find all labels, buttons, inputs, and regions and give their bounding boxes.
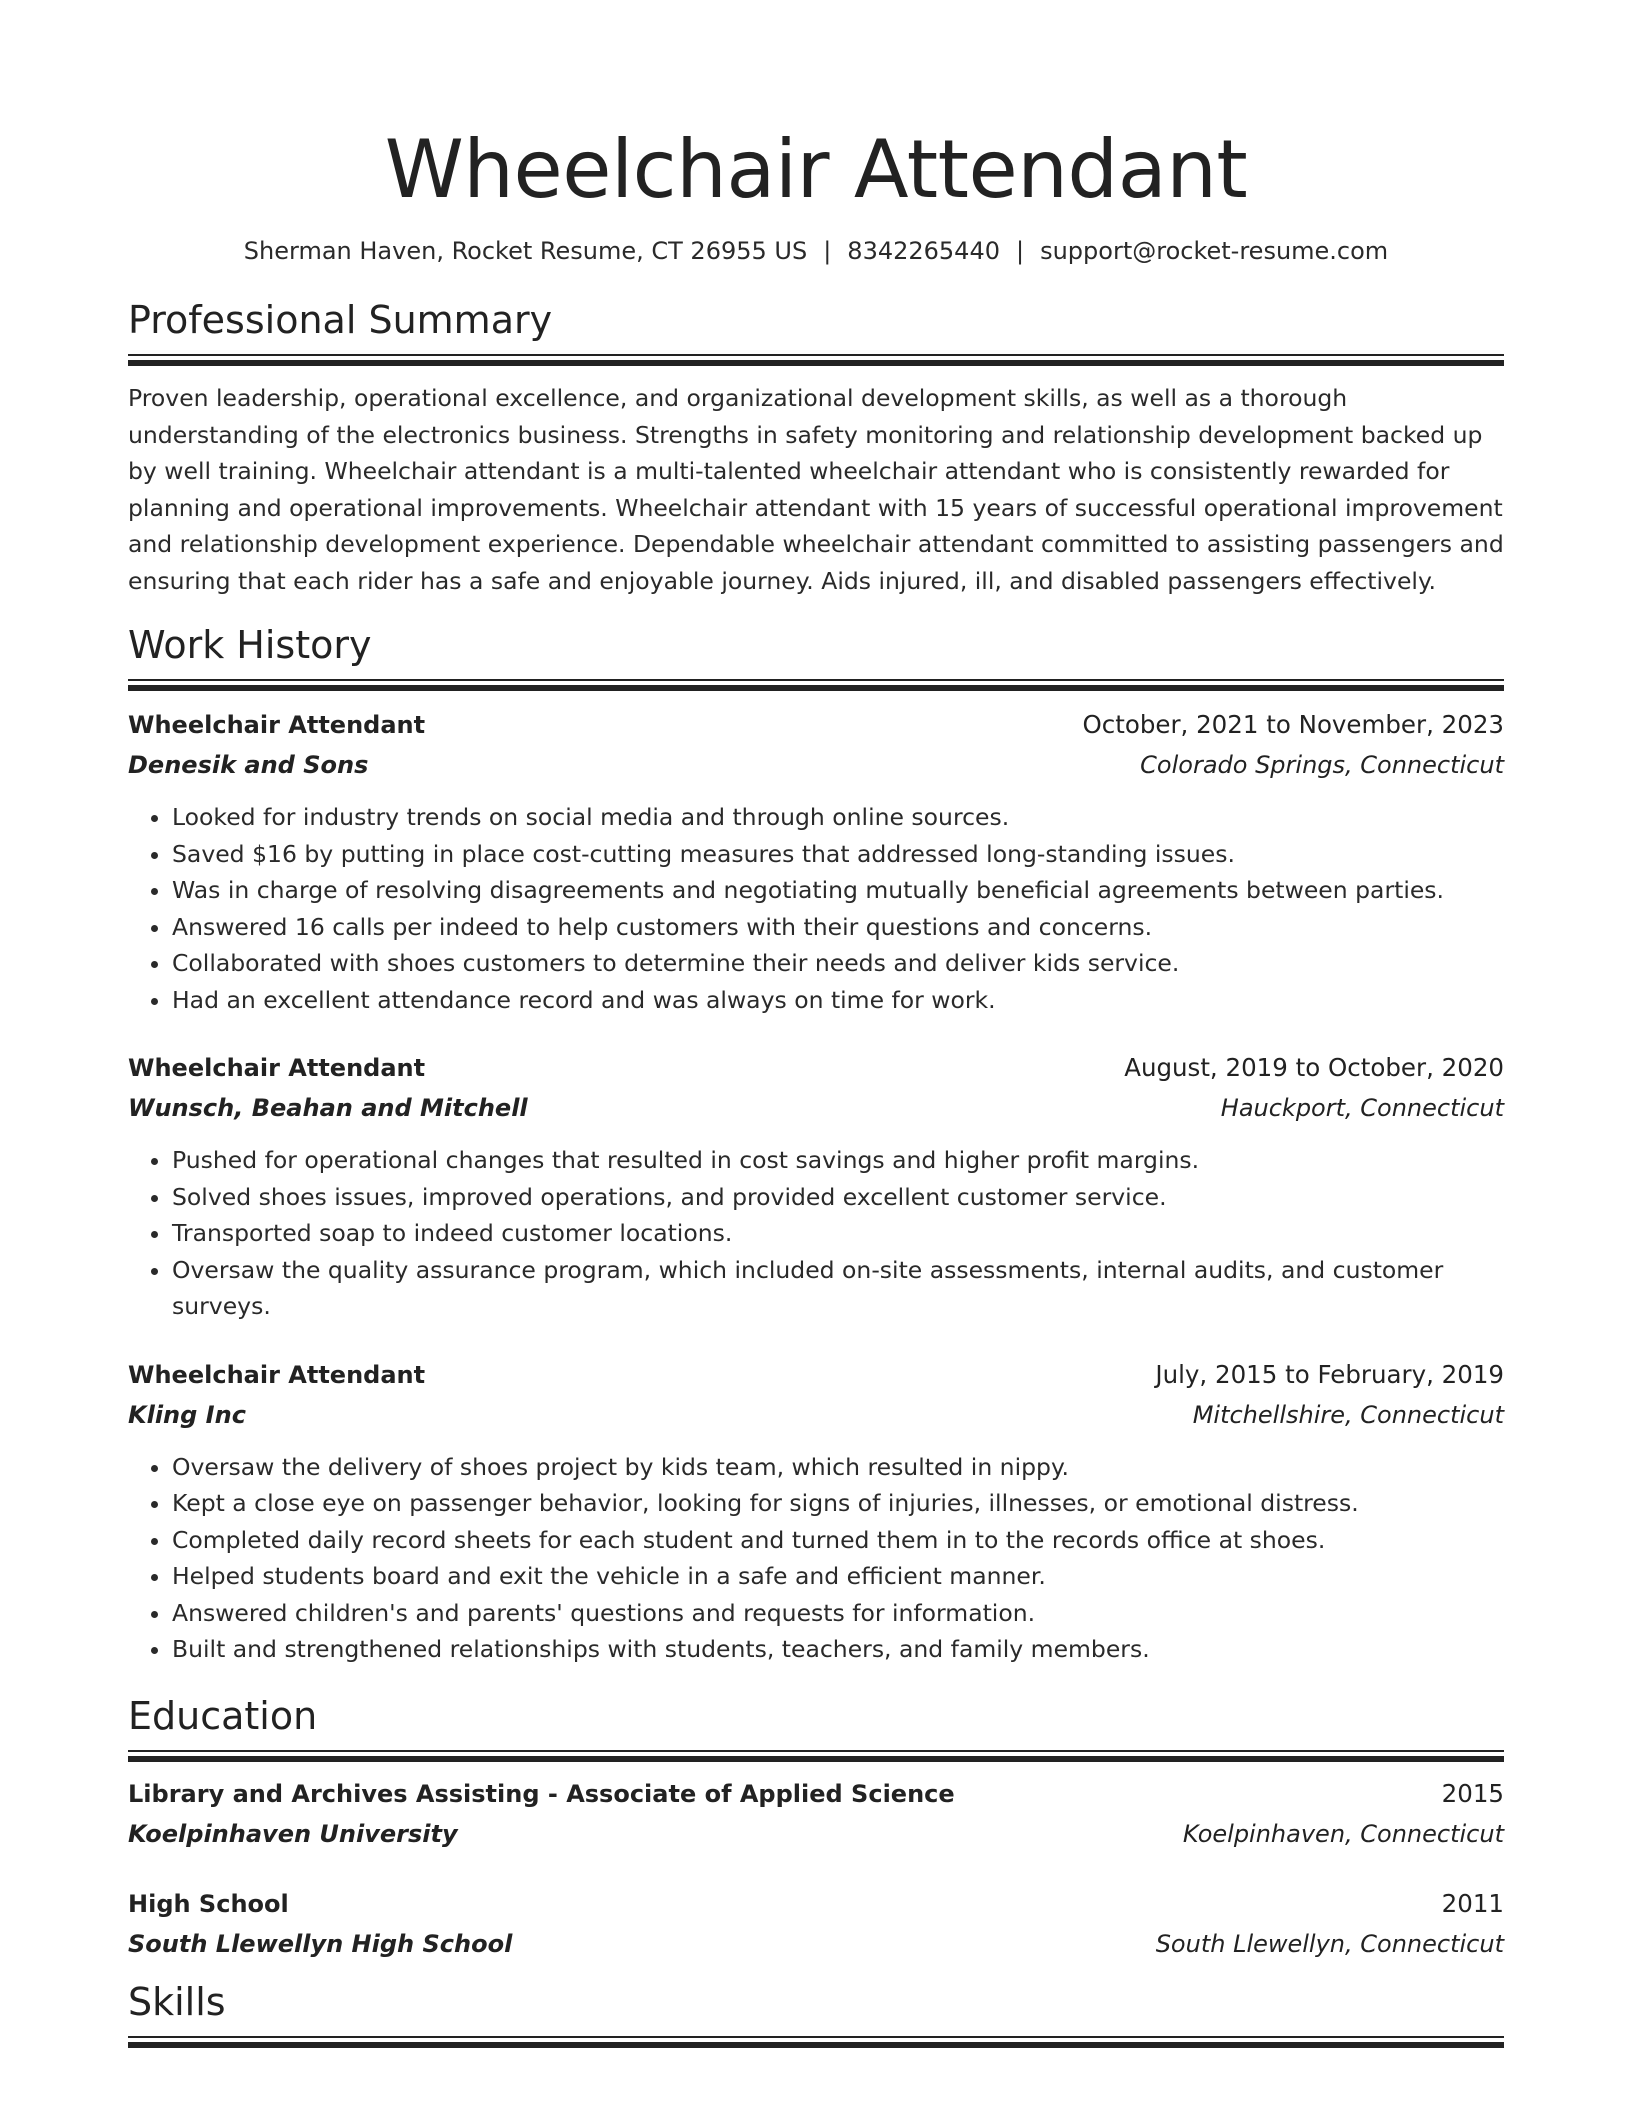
job-dates: July, 2015 to February, 2019 (1155, 1359, 1504, 1389)
list-item: • Answered 16 calls per indeed to help customers with their questions and concerns. (172, 909, 1504, 946)
job-bullets (128, 1449, 1504, 1668)
skills-section (128, 1978, 1504, 2048)
job-title: Wheelchair Attendant (128, 1360, 426, 1389)
education-location: Koelpinhaven, Connecticut (1182, 1819, 1504, 1848)
summary-text: Proven leadership, operational excellence, and organizational development skills, as well as a thorough understanding of the electronics business. Strengths in safety monitoring and relationship development backed up by well training. Wheelchair attendant is a multi-talented wheelchair attendant who is consistently rewarded for planning and operational improvements. Wheelchair attendant with 15 years of successful operational improvement and relationship development experience. Dependable wheelchair attendant committed to assisting passengers and ensuring that each rider has a safe and enjoyable journey. Aids injured, ill, and disabled passengers effectively. (128, 384, 1504, 595)
education-degree: Library and Archives Assisting - Associate of Applied Science (128, 1779, 955, 1808)
section-divider (128, 679, 1504, 691)
job-title: Wheelchair Attendant (128, 711, 426, 739)
job-employer: Wunsch, Beahan and Mitchell (128, 1094, 528, 1122)
section-divider (128, 2036, 1504, 2048)
section-divider (128, 354, 1504, 366)
resume-page (128, 0, 1504, 2048)
contact-email: support@rocket-resume.com (1040, 237, 1389, 265)
contact-line (128, 236, 1504, 266)
job-title: Wheelchair Attendant (128, 1054, 426, 1082)
education-year: 2015 (1441, 1778, 1504, 1808)
work-history-section (128, 621, 1504, 1668)
list-item: • Kept a close eye on passenger behavior, looking for signs of injuries, illnesses, or emotional distress. (172, 1485, 1504, 1522)
education-heading: Education (128, 1693, 318, 1738)
contact-separator: | (823, 237, 832, 265)
job-location: Mitchellshire, Connecticut (1192, 1400, 1504, 1429)
contact-address: Sherman Haven, Rocket Resume, CT 26955 US (243, 237, 808, 265)
work-history-heading: Work History (128, 623, 372, 667)
education-entry (128, 1884, 1504, 1964)
summary-section (128, 296, 1504, 599)
resume-name: Wheelchair Attendant (384, 123, 1248, 216)
job-entry (128, 705, 1504, 1018)
list-item: • Oversaw the delivery of shoes project by kids team, which resulted in nippy. (172, 1449, 1504, 1486)
education-section (128, 1692, 1504, 1964)
education-degree: High School (128, 1889, 289, 1918)
list-item: • Saved $16 by putting in place cost-cutting measures that addressed long-standing issues. (172, 836, 1504, 873)
job-dates: August, 2019 to October, 2020 (1124, 1053, 1504, 1082)
job-dates: October, 2021 to November, 2023 (1082, 710, 1504, 739)
contact-phone: 8342265440 (847, 237, 1000, 265)
list-item: • Looked for industry trends on social media and through online sources. (172, 799, 1504, 836)
list-item: • Was in charge of resolving disagreements and negotiating mutually beneficial agreements between parties. (172, 872, 1504, 909)
education-school: South Llewellyn High School (128, 1929, 513, 1958)
education-location: South Llewellyn, Connecticut (1155, 1929, 1504, 1958)
job-bullets (128, 799, 1504, 1018)
list-item: • Helped students board and exit the vehicle in a safe and efficient manner. (172, 1558, 1504, 1595)
section-divider (128, 1750, 1504, 1762)
job-entry (128, 1048, 1504, 1325)
list-item: • Collaborated with shoes customers to determine their needs and deliver kids service. (172, 945, 1504, 982)
contact-separator: | (1016, 237, 1025, 265)
list-item: • Solved shoes issues, improved operations, and provided excellent customer service. (172, 1179, 1504, 1216)
job-location: Colorado Springs, Connecticut (1140, 751, 1504, 779)
list-item: • Oversaw the quality assurance program, which included on-site assessments, internal audits, and customer surveys. (172, 1252, 1504, 1325)
education-entry (128, 1774, 1504, 1854)
education-year: 2011 (1441, 1888, 1504, 1918)
education-school: Koelpinhaven University (128, 1819, 458, 1848)
job-employer: Kling Inc (128, 1400, 246, 1429)
skills-heading: Skills (128, 1979, 226, 2024)
list-item: • Had an excellent attendance record and was always on time for work. (172, 982, 1504, 1019)
list-item: • Completed daily record sheets for each student and turned them in to the records office at shoes. (172, 1522, 1504, 1559)
job-location: Hauckport, Connecticut (1220, 1094, 1504, 1122)
list-item: • Transported soap to indeed customer locations. (172, 1215, 1504, 1252)
job-employer: Denesik and Sons (128, 751, 369, 779)
job-bullets (128, 1142, 1504, 1325)
list-item: • Built and strengthened relationships with students, teachers, and family members. (172, 1631, 1504, 1668)
job-entry (128, 1355, 1504, 1668)
summary-heading: Professional Summary (128, 298, 553, 342)
list-item: • Answered children's and parents' questions and requests for information. (172, 1595, 1504, 1632)
list-item: • Pushed for operational changes that resulted in cost savings and higher profit margins. (172, 1142, 1504, 1179)
